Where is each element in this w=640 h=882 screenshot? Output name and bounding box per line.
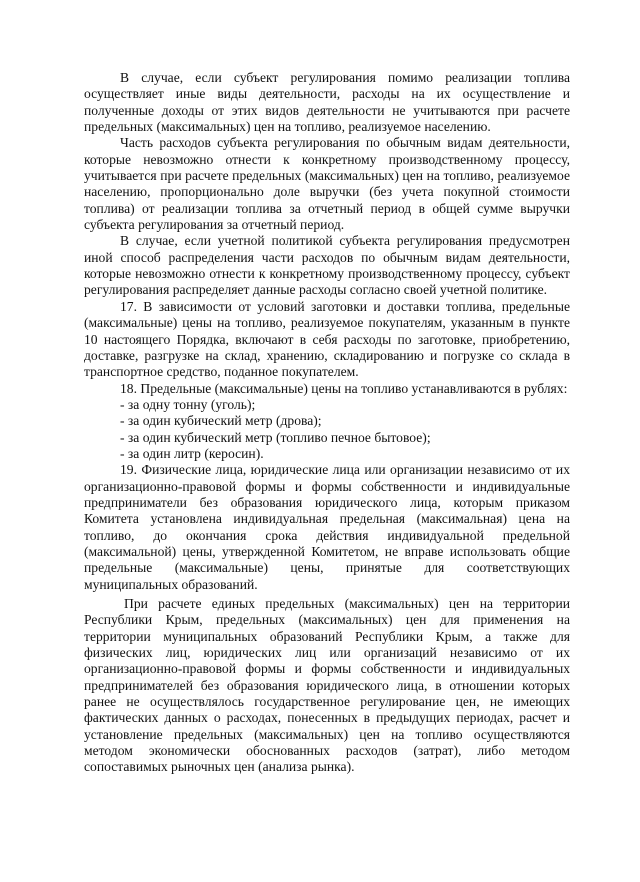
list-item-firewood: - за один кубический метр (дрова);	[120, 413, 322, 429]
list-item-stove-fuel: - за один кубический метр (топливо печное бытовое);	[120, 429, 431, 445]
paragraph-accounting-policy: В случае, если учетной политикой субъекта регулирования предусмотрен иной способ распределения части расходов по обычным видам деятельности, которые невозможно отнести к конкретному производственному процессу, субъект регулирования распределяет данные расходы согласно своей учетной политике.	[84, 233, 570, 298]
paragraph-other-activities: В случае, если субъект регулирования помимо реализации топлива осуществляет иные виды деятельности, расходы на их осуществление и полученные доходы от этих видов деятельности не учитываются при расчете предельных (максимальных) цен на топливо, реализуемое населению.	[84, 70, 570, 135]
paragraph-item-17: 17. В зависимости от условий заготовки и доставки топлива, предельные (максимальные) цены на топливо, реализуемое покупателям, указанным в пункте 10 настоящего Порядка, включают в себя расходы по заготовке, приобретению, доставке, разгрузке на склад, хранению, складированию и погрузке со склада в транспортное средство, поданное покупателем.	[84, 298, 570, 380]
paragraph-expense-share: Часть расходов субъекта регулирования по обычным видам деятельности, которые невозможно отнести к конкретному производственному процессу, учитывается при расчете предельных (максимальных) цен на топливо, реализуемое населению, пропорционально доле выручки (без учета покупной стоимости топлива) от реализации топлива за отчетный период в общей сумме выручки субъекта регулирования за отчетный период.	[84, 135, 570, 233]
paragraph-item-18: 18. Предельные (максимальные) цены на топливо устанавливаются в рублях:	[120, 380, 568, 396]
list-item-coal: - за одну тонну (уголь);	[120, 396, 256, 412]
paragraph-unified-prices: При расчете единых предельных (максимальных) цен на территории Республики Крым, предельных (максимальных) цен для применения на территории муниципальных образований Республики Крым, а также для физических лиц, юридических лиц или организаций независимо от их организационно-правовой формы и формы собственности и индивидуальных предпринимателей без образования юридического лица, в отношении которых ранее не осуществлялось государственное регулирование цен, не имеющих фактических данных о расходах, понесенных в предыдущих периодах, расчет и установление предельных (максимальных) цен на топливо осуществляются методом экономически обоснованных расходов (затрат), либо методом сопоставимых рыночных цен (анализа рынка).	[84, 596, 570, 775]
paragraph-item-19: 19. Физические лица, юридические лица или организации независимо от их организационно-правовой формы и формы собственности и индивидуальные предприниматели без образования юридического лица, которым приказом Комитета установлена индивидуальная предельная (максимальная) цена на топливо, до окончания срока действия индивидуальной предельной (максимальной) цены, утвержденной Комитетом, не вправе использовать общие предельные (максимальные) цены, принятые для соответствующих муниципальных образований.	[84, 462, 570, 592]
document-page	[84, 70, 570, 776]
list-item-kerosene: - за один литр (керосин).	[120, 445, 264, 461]
